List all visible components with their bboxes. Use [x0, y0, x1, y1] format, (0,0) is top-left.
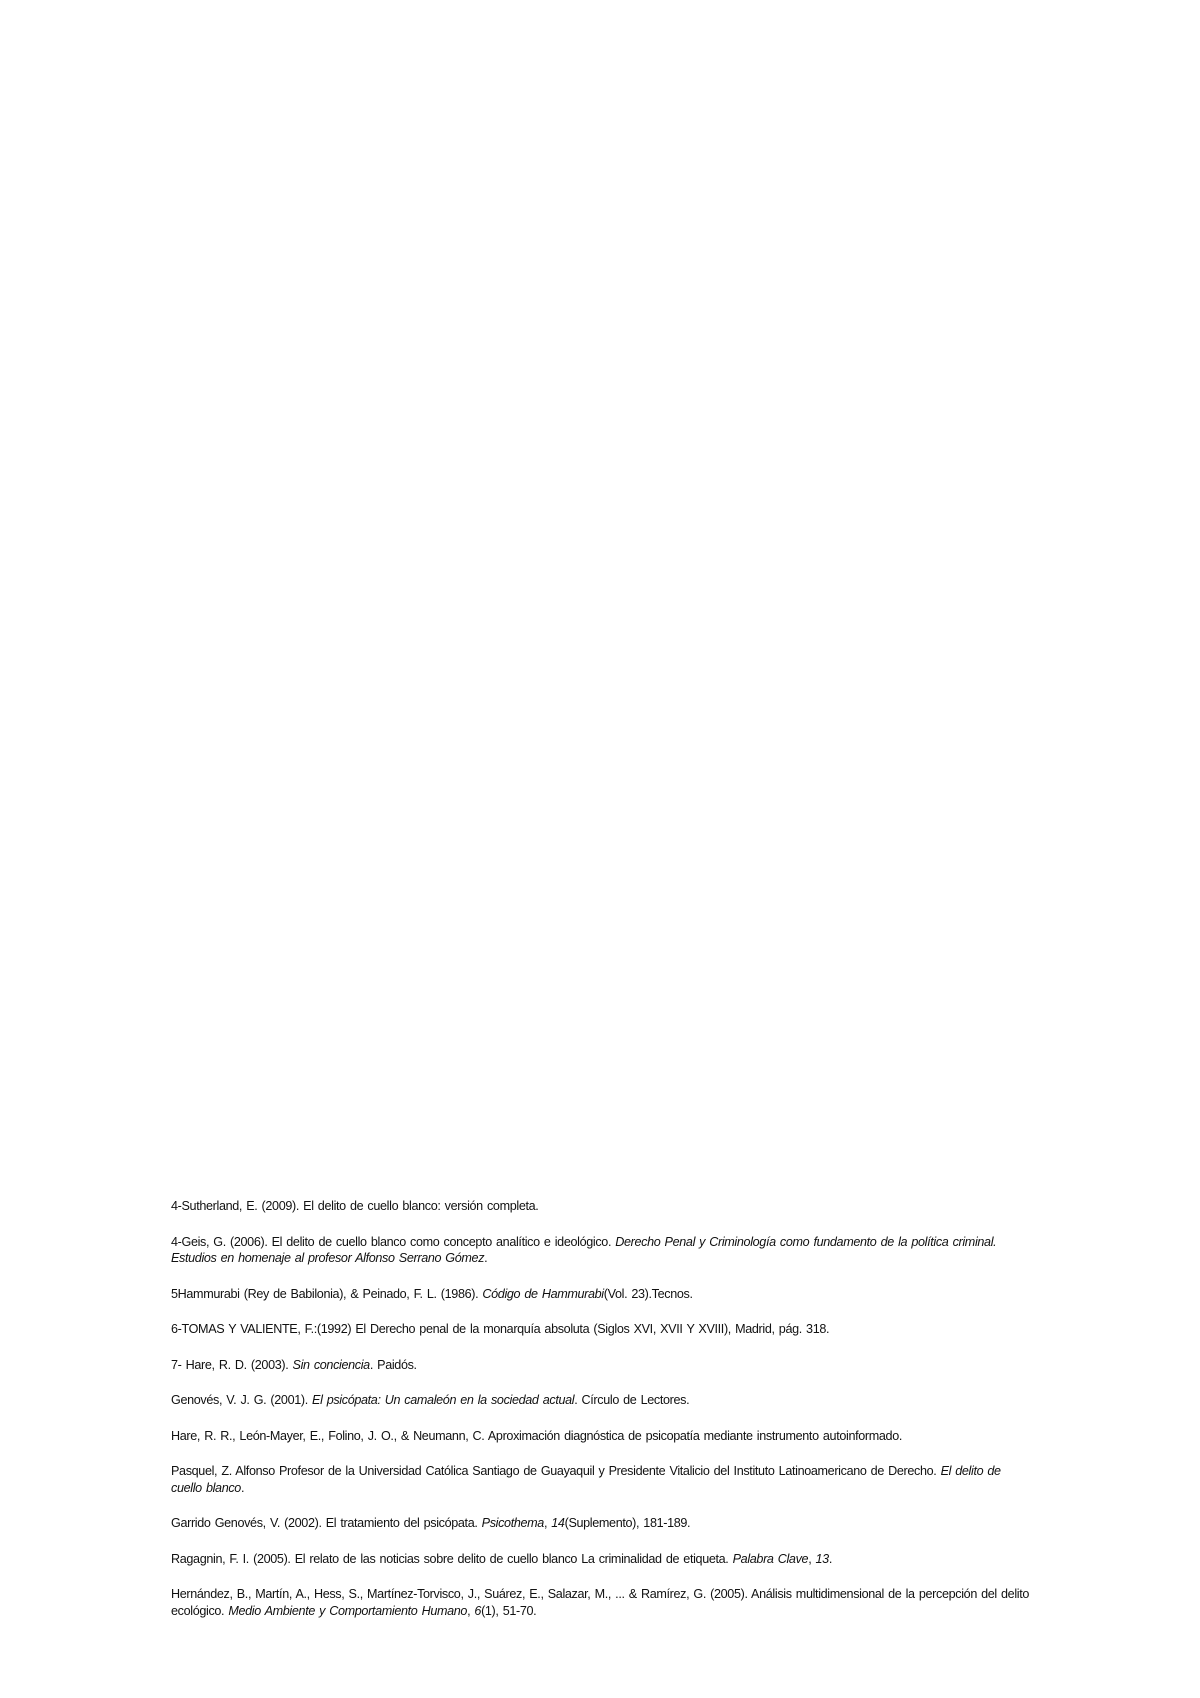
reference-entry — [171, 1198, 1031, 1215]
reference-entry — [171, 1428, 1031, 1445]
reference-text: . Círculo de Lectores. — [574, 1393, 690, 1407]
reference-italic-text: Sin conciencia — [292, 1357, 370, 1372]
reference-entry — [171, 1515, 1031, 1532]
reference-italic-text: 13 — [815, 1551, 829, 1566]
reference-text: . — [828, 1551, 832, 1566]
reference-text: 5Hammurabi (Rey de Babilonia), & Peinado, F. L. (1986). — [171, 1286, 483, 1301]
reference-entry — [171, 1463, 1031, 1496]
reference-text: , — [808, 1551, 816, 1566]
reference-entry — [171, 1321, 1031, 1338]
reference-text: . Paidós. — [369, 1357, 417, 1372]
reference-text: (Suplemento), 181-189. — [564, 1516, 691, 1530]
reference-text: , — [543, 1516, 552, 1530]
references-list — [171, 1198, 1031, 1619]
reference-entry — [171, 1586, 1031, 1619]
reference-text: 4-Sutherland, E. (2009). El delito de cuello blanco: versión completa. — [171, 1199, 539, 1213]
reference-entry — [171, 1551, 1031, 1568]
reference-text: Ragagnin, F. I. (2005). El relato de las noticias sobre delito de cuello blanco La criminalidad de etiqueta. — [171, 1551, 733, 1566]
reference-entry — [171, 1234, 1031, 1267]
reference-text: . — [240, 1480, 245, 1495]
reference-italic-text: El delito de cuello blanco — [171, 1464, 1001, 1495]
reference-italic-text: Psicothema — [481, 1516, 544, 1530]
reference-italic-text: Palabra Clave — [732, 1551, 809, 1566]
reference-text: , — [467, 1603, 475, 1618]
reference-text: Pasquel, Z. Alfonso Profesor de la Universidad Católica Santiago de Guayaquil y Presidente Vitalicio del Instituto Latinoamericano de Derecho. — [171, 1464, 941, 1478]
reference-text: 6-TOMAS Y VALIENTE, F.:(1992) El Derecho penal de la monarquía absoluta (Siglos XVI, XVII Y XVIII), Madrid, pág. 318. — [171, 1322, 830, 1336]
reference-entry — [171, 1286, 1031, 1303]
reference-italic-text: Derecho Penal y Criminología como fundamento de la política criminal. Estudios en homenaje al profesor Alfonso Serrano Gómez — [171, 1234, 997, 1265]
reference-italic-text: 6 — [474, 1603, 482, 1618]
reference-italic-text: Código de Hammurabi — [482, 1286, 604, 1301]
reference-italic-text: Medio Ambiente y Comportamiento Humano — [228, 1603, 468, 1618]
reference-text: . — [484, 1251, 488, 1265]
reference-entry — [171, 1357, 1031, 1374]
reference-text: Genovés, V. J. G. (2001). — [171, 1393, 313, 1407]
reference-text: 7- Hare, R. D. (2003). — [171, 1357, 293, 1372]
reference-entry — [171, 1392, 1031, 1409]
reference-text: Hernández, B., Martín, A., Hess, S., Martínez-Torvisco, J., Suárez, E., Salazar, M., ... & Ramírez, G. (2005). Análisis multidimensional de la percepción del delito ecológico. — [171, 1587, 1030, 1618]
reference-text: Hare, R. R., León-Mayer, E., Folino, J. O., & Neumann, C. Aproximación diagnóstica de psicopatía mediante instrumento autoinformado. — [171, 1428, 903, 1443]
reference-italic-text: El psicópata: Un camaleón en la sociedad actual — [312, 1393, 575, 1407]
reference-italic-text: 14 — [551, 1516, 565, 1530]
reference-text: (1), 51-70. — [481, 1603, 537, 1618]
reference-text: 4-Geis, G. (2006). El delito de cuello blanco como concepto analítico e ideológico. — [171, 1234, 616, 1249]
reference-text: (Vol. 23).Tecnos. — [603, 1286, 693, 1301]
reference-text: Garrido Genovés, V. (2002). El tratamiento del psicópata. — [171, 1516, 482, 1530]
